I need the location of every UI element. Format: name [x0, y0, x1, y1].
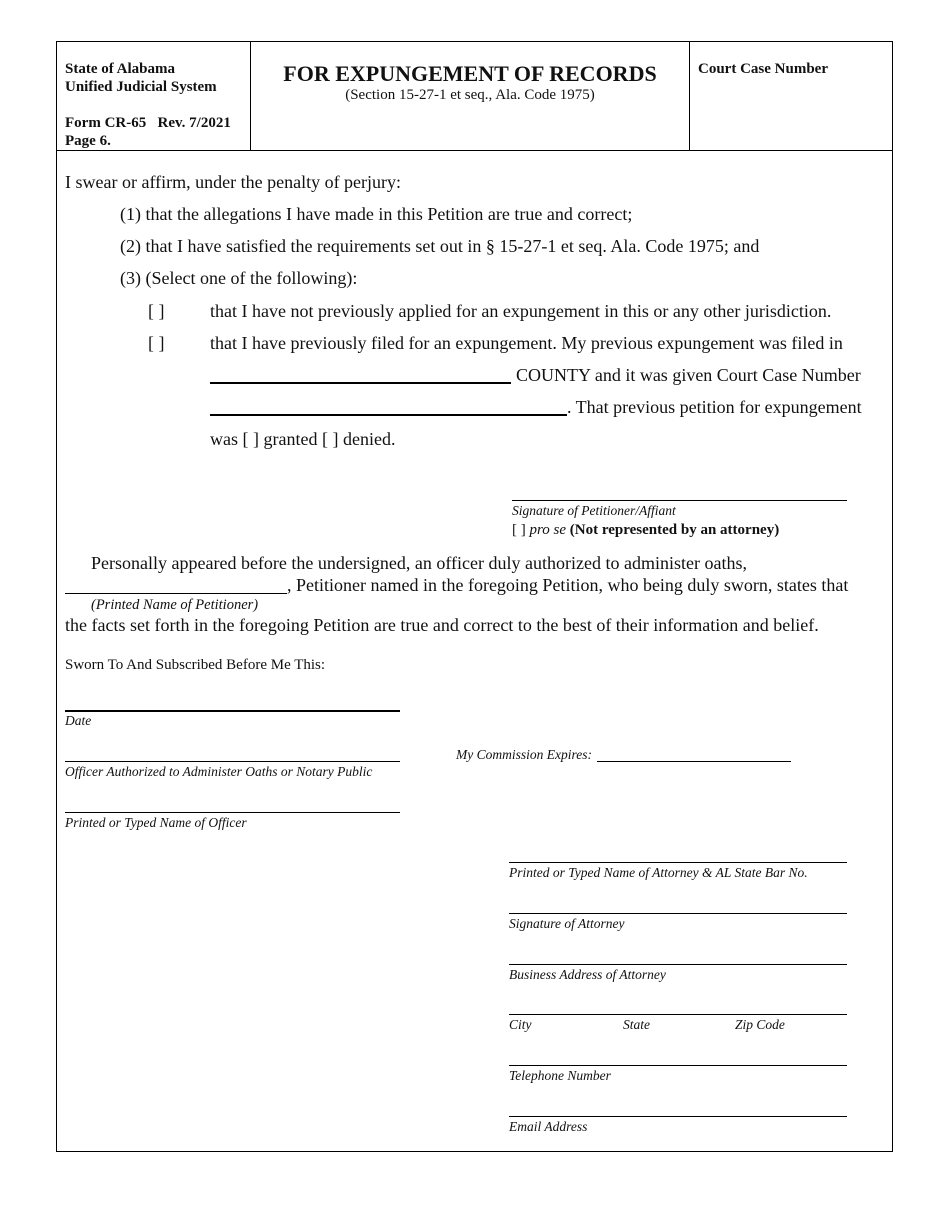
petitioner-signature-label: Signature of Petitioner/Affiant [512, 503, 676, 518]
state-name: State of Alabama [65, 61, 175, 77]
pro-se-checkbox[interactable]: [ ] [512, 522, 526, 538]
state-label: State [623, 1017, 650, 1032]
commission-expires-field[interactable] [597, 761, 791, 762]
email-label: Email Address [509, 1119, 588, 1134]
commission-label: My Commission Expires: [456, 747, 592, 762]
system-name: Unified Judicial System [65, 79, 217, 95]
affidavit-line-1: Personally appeared before the undersigned, an officer duly authorized to administer oaths, [91, 553, 747, 573]
attorney-signature-label: Signature of Attorney [509, 916, 625, 931]
form-subtitle: (Section 15-27-1 et seq., Ala. Code 1975) [345, 87, 595, 103]
option-2-checkbox[interactable]: [ ] [148, 333, 165, 353]
attorney-signature-field[interactable] [509, 913, 847, 914]
option-1-text: that I have not previously applied for an expungement in this or any other jurisdiction. [210, 301, 832, 321]
header-divider-right [689, 41, 690, 151]
outcome-line: was [ ] granted [ ] denied. [210, 429, 396, 449]
form-id: Form CR-65 Rev. 7/2021 [65, 115, 231, 131]
printed-name-label: (Printed Name of Petitioner) [91, 597, 259, 613]
telephone-label: Telephone Number [509, 1068, 611, 1083]
attorney-name-label: Printed or Typed Name of Attorney & AL State Bar No. [509, 865, 808, 880]
city-label: City [509, 1017, 532, 1032]
officer-signature-field[interactable] [65, 761, 400, 762]
oath-item-2: (2) that I have satisfied the requirements set out in § 15-27-1 et seq. Ala. Code 1975; and [120, 236, 760, 256]
attorney-address-field[interactable] [509, 964, 847, 965]
granted-checkbox[interactable]: [ ] [242, 429, 259, 449]
oath-item-1: (1) that the allegations I have made in this Petition are true and correct; [120, 204, 633, 224]
zip-label: Zip Code [735, 1017, 785, 1032]
city-state-zip-field[interactable] [509, 1014, 847, 1015]
attorney-address-label: Business Address of Attorney [509, 967, 666, 982]
denied-checkbox[interactable]: [ ] [321, 429, 339, 449]
printed-name-field[interactable] [65, 593, 287, 594]
oath-intro: I swear or affirm, under the penalty of perjury: [65, 172, 402, 192]
telephone-field[interactable] [509, 1065, 847, 1066]
court-case-number-label: Court Case Number [698, 61, 828, 77]
header-divider [56, 150, 893, 151]
previous-petition-text: . That previous petition for expungement [567, 397, 862, 417]
page-number: Page 6. [65, 133, 111, 149]
email-field[interactable] [509, 1116, 847, 1117]
date-field[interactable] [65, 710, 400, 712]
form-title: FOR EXPUNGEMENT OF RECORDS [283, 61, 657, 86]
option-1-checkbox[interactable]: [ ] [148, 301, 165, 321]
sworn-text: Sworn To And Subscribed Before Me This: [65, 657, 326, 673]
date-label: Date [65, 713, 92, 728]
printed-officer-field[interactable] [65, 812, 400, 813]
affidavit-line-2: , Petitioner named in the foregoing Petition, who being duly sworn, states that [287, 575, 849, 595]
pro-se-line: [ ] pro se (Not represented by an attorney) [512, 522, 780, 538]
option-2-text: that I have previously filed for an expungement. My previous expungement was filed in [210, 333, 843, 353]
petitioner-signature-field[interactable] [512, 500, 847, 501]
previous-case-number-field[interactable] [210, 414, 567, 416]
oath-item-3: (3) (Select one of the following): [120, 268, 358, 288]
affidavit-line-3: the facts set forth in the foregoing Petition are true and correct to the best of their information and belief. [65, 615, 819, 635]
printed-officer-label: Printed or Typed Name of Officer [65, 815, 247, 830]
county-text: COUNTY and it was given Court Case Number [516, 365, 861, 385]
attorney-name-field[interactable] [509, 862, 847, 863]
county-field[interactable] [210, 382, 511, 384]
officer-label: Officer Authorized to Administer Oaths or Notary Public [65, 764, 373, 779]
